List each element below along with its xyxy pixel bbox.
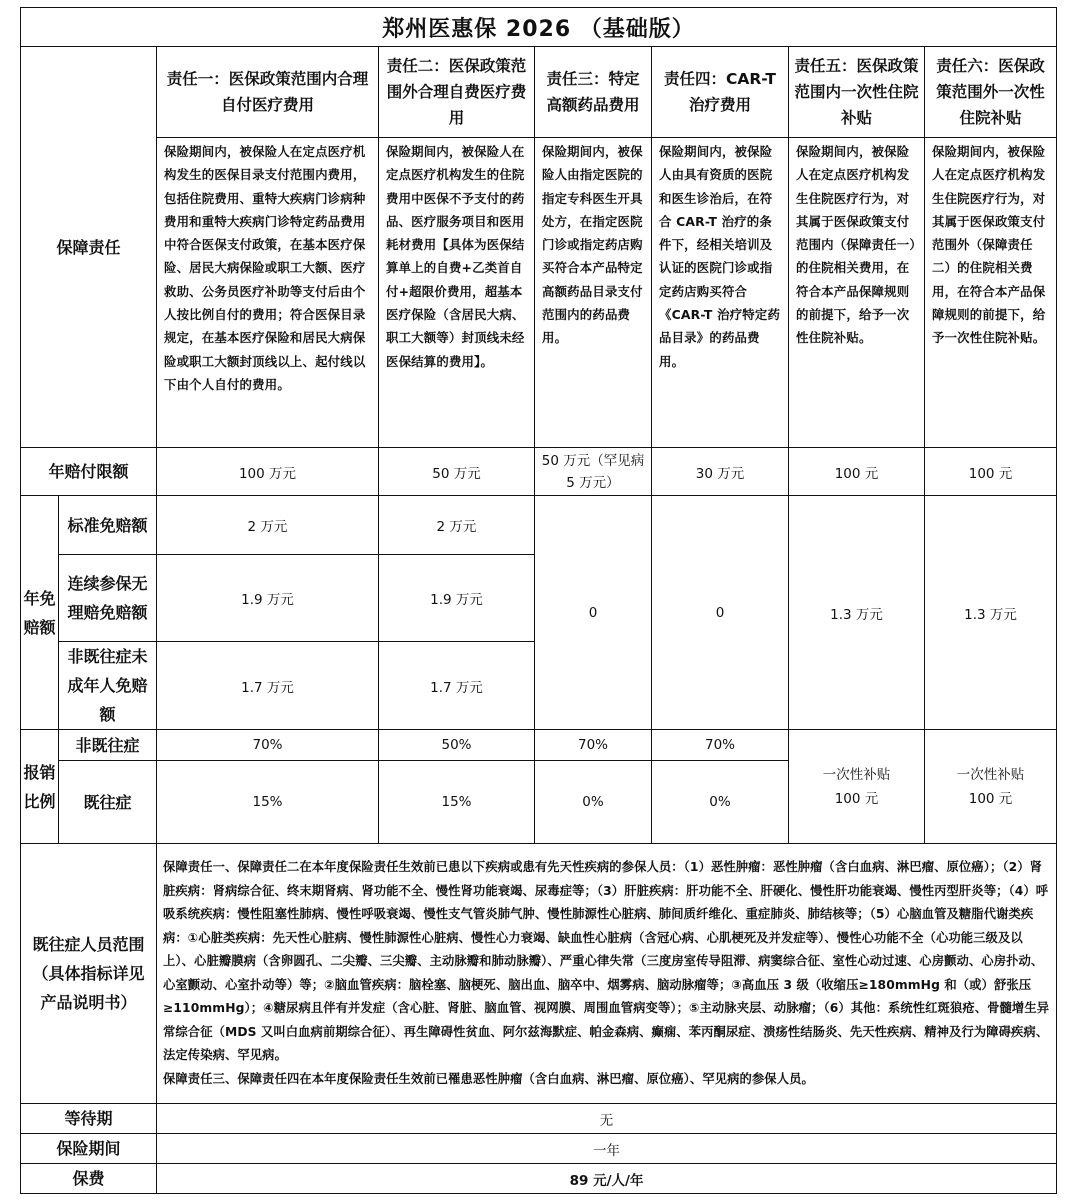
deductible-continuous-label: 连续参保无理赔免赔额 (59, 555, 157, 642)
coverage-description-6: 保险期间内，被保险人在定点医疗机构发生住院医疗行为，对其属于医保政策支付范围外（保障责任二）的住院相关费用，在符合本产品保障规则的前提下，给予一次性住院补贴。 (925, 138, 1057, 448)
ratio-col6: 一次性补贴 100 元 (925, 730, 1057, 844)
coverage-description-4: 保险期间内，被保险人由具有资质的医院和医生诊治后，在符合 CAR-T 治疗的条件下，经相关培训及认证的医院门诊或指定药店购买符合《CAR-T 治疗特定药品目录》的药品费用。 (652, 138, 789, 448)
coverage-label: 保障责任 (21, 47, 157, 448)
column-header-5: 责任五：医保政策范围内一次性住院补贴 (789, 47, 925, 138)
ratio-pre-1: 15% (157, 761, 379, 844)
pre-existing-paragraph-1: 保障责任一、保障责任二在本年度保险责任生效前已患以下疾病或患有先天性疾病的参保人员：（1）恶性肿瘤：恶性肿瘤（含白血病、淋巴瘤、原位癌）；（2）肾脏疾病：肾病综合征、终末期肾病、肾功能不全、慢性肾功能衰竭、尿毒症等；（3）肝脏疾病：肝功能不全、肝硬化、慢性肝功能衰竭、慢性丙型肝炎等；（4）呼吸系统疾病：慢性阻塞性肺病、慢性呼吸衰竭、慢性支气管炎肺气肿、慢性肺源性心脏病、肺间质纤维化、重症肺炎、肺结核等；（5）心脑血管及糖脂代谢类疾病：①心脏类疾病：先天性心脏病、慢性肺源性心脏病、慢性心力衰竭、缺血性心脏病（含冠心病、心肌梗死及并发症等）、慢性心功能不全（心功能三级及以上）、心脏瓣膜病（含卵圆孔、二尖瓣、三尖瓣、主动脉瓣和肺动脉瓣）、严重心律失常（三度房室传导阻滞、病窦综合征、室性心动过速、心房颤动、心房扑动、心室颤动、心室扑动等）等；②脑血管疾病：脑栓塞、脑梗死、脑出血、脑卒中、烟雾病、脑动脉瘤等；③高血压 3 级（收缩压≥180mmHg 和（或）舒张压≥110mmHg）；④糖尿病且伴有并发症（含心脏、肾脏、脑血管、视网膜、周围血管病变等）；⑤主动脉夹层、动脉瘤；（6）其他：系统性红斑狼疮、骨髓增生异常综合征（MDS 又叫白血病前期综合征）、再生障碍性贫血、阿尔兹海默症、帕金森病、癫痫、苯丙酮尿症、溃疡性结肠炎、先天性疾病、精神及行为障碍疾病、法定传染病、罕见病。 (163, 860, 1050, 1062)
ratio-pre-4: 0% (652, 761, 789, 844)
column-header-4: 责任四：CAR-T 治疗费用 (652, 47, 789, 138)
ratio-non-pre-4: 70% (652, 730, 789, 761)
deductible-group-label: 年免赔额 (21, 496, 59, 730)
annual-limit-5: 100 元 (789, 448, 925, 496)
column-header-6: 责任六：医保政策范围外一次性住院补贴 (925, 47, 1057, 138)
ratio-group-label: 报销比例 (21, 730, 59, 844)
waiting-period-label: 等待期 (21, 1104, 157, 1134)
deductible-continuous-1: 1.9 万元 (157, 555, 379, 642)
insurance-period-value: 一年 (157, 1134, 1057, 1164)
waiting-period-value: 无 (157, 1104, 1057, 1134)
column-header-3: 责任三：特定高额药品费用 (535, 47, 652, 138)
ratio-non-pre-2: 50% (379, 730, 535, 761)
coverage-description-1: 保险期间内，被保险人在定点医疗机构发生的医保目录支付范围内费用，包括住院费用、重特大疾病门诊病种费用和重特大疾病门诊特定药品费用中符合医保支付政策，在基本医疗保险、居民大病保险或职工大额、医疗救助、公务员医疗补助等支付后由个人按比例自付的费用；符合医保目录规定，在基本医疗保险和居民大病保险或职工大额封顶线以上、起付线以下由个人自付的费用。 (157, 138, 379, 448)
deductible-col6: 1.3 万元 (925, 496, 1057, 730)
ratio-pre-3: 0% (535, 761, 652, 844)
ratio-col5: 一次性补贴 100 元 (789, 730, 925, 844)
pre-existing-scope-label: 既往症人员范围（具体指标详见产品说明书） (21, 844, 157, 1104)
annual-limit-1: 100 万元 (157, 448, 379, 496)
annual-limit-6: 100 元 (925, 448, 1057, 496)
page-title: 郑州医惠保 2026 （基础版） (21, 8, 1057, 47)
deductible-standard-label: 标准免赔额 (59, 496, 157, 555)
column-header-1: 责任一：医保政策范围内合理自付医疗费用 (157, 47, 379, 138)
ratio-non-pre-1: 70% (157, 730, 379, 761)
insurance-period-label: 保险期间 (21, 1134, 157, 1164)
annual-limit-3: 50 万元（罕见病 5 万元） (535, 448, 652, 496)
deductible-standard-1: 2 万元 (157, 496, 379, 555)
premium-value: 89 元/人/年 (157, 1164, 1057, 1194)
coverage-description-2: 保险期间内，被保险人在定点医疗机构发生的住院费用中医保不予支付的药品、医疗服务项目和医用耗材费用【具体为医保结算单上的自费+乙类首自付+超限价费用，超基本医疗保险（含居民大病、职工大额等）封顶线未经医保结算的费用】。 (379, 138, 535, 448)
deductible-col3: 0 (535, 496, 652, 730)
deductible-col4: 0 (652, 496, 789, 730)
coverage-description-5: 保险期间内，被保险人在定点医疗机构发生住院医疗行为，对其属于医保政策支付范围内（保障责任一）的住院相关费用，在符合本产品保障规则的前提下，给予一次性住院补贴。 (789, 138, 925, 448)
deductible-col5: 1.3 万元 (789, 496, 925, 730)
deductible-minor-2: 1.7 万元 (379, 642, 535, 730)
annual-limit-label: 年赔付限额 (21, 448, 157, 496)
coverage-description-3: 保险期间内，被保险人由指定医院的指定专科医生开具处方，在指定医院门诊或指定药店购买符合本产品特定高额药品目录支付范围内的药品费用。 (535, 138, 652, 448)
column-header-2: 责任二：医保政策范围外合理自费医疗费用 (379, 47, 535, 138)
ratio-non-pre-3: 70% (535, 730, 652, 761)
insurance-table (20, 7, 1057, 1194)
deductible-minor-label: 非既往症未成年人免赔额 (59, 642, 157, 730)
pre-existing-paragraph-2: 保障责任三、保障责任四在本年度保险责任生效前已罹患恶性肿瘤（含白血病、淋巴瘤、原位癌）、罕见病的参保人员。 (163, 1071, 814, 1086)
deductible-minor-1: 1.7 万元 (157, 642, 379, 730)
deductible-standard-2: 2 万元 (379, 496, 535, 555)
pre-existing-scope-text (157, 844, 1057, 1104)
ratio-non-pre-label: 非既往症 (59, 730, 157, 761)
ratio-pre-2: 15% (379, 761, 535, 844)
ratio-pre-label: 既往症 (59, 761, 157, 844)
annual-limit-2: 50 万元 (379, 448, 535, 496)
annual-limit-4: 30 万元 (652, 448, 789, 496)
premium-label: 保费 (21, 1164, 157, 1194)
deductible-continuous-2: 1.9 万元 (379, 555, 535, 642)
